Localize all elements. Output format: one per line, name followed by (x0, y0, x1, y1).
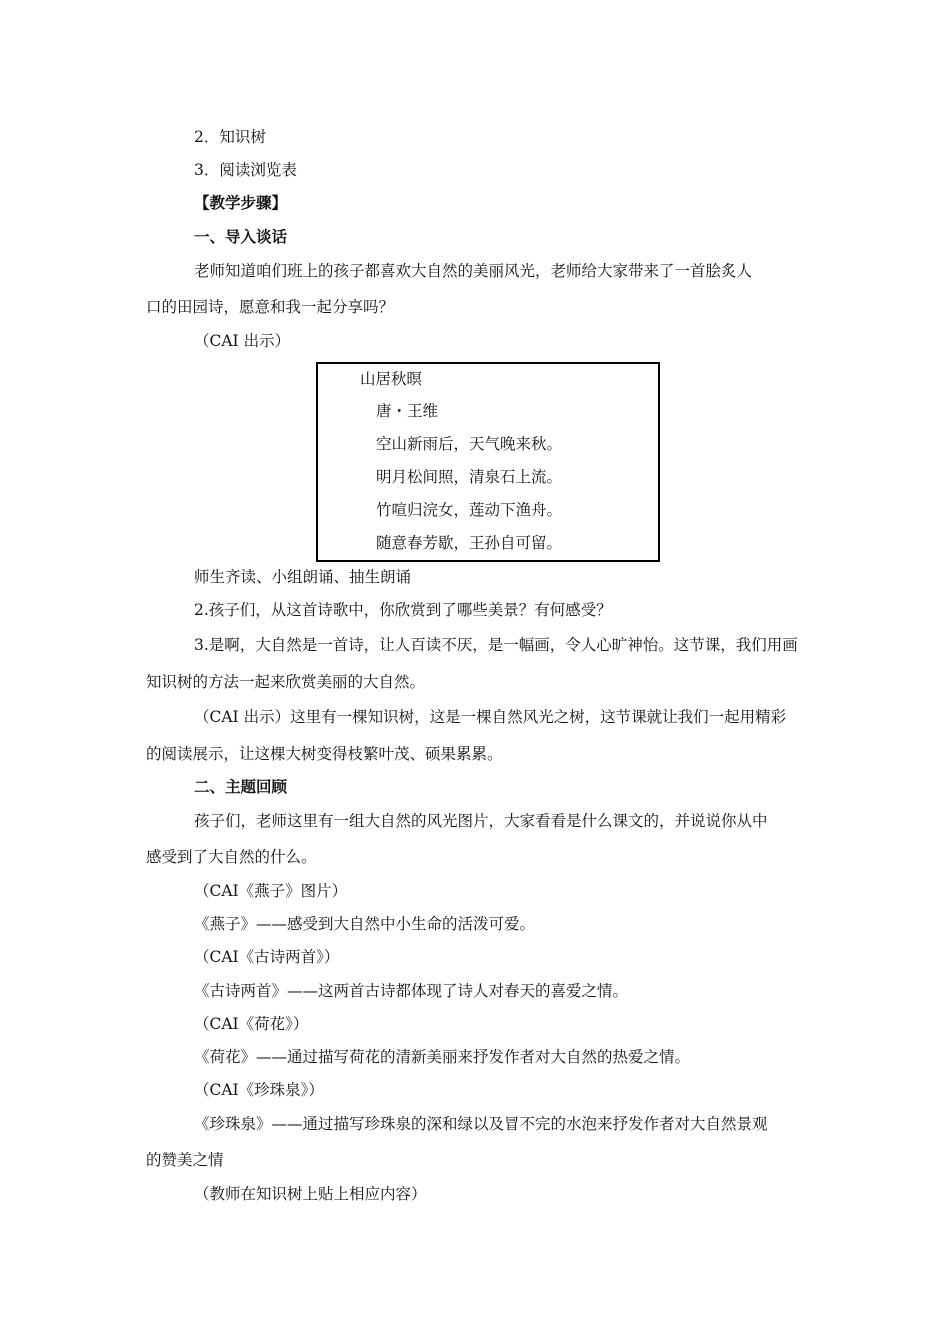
section-heading-theme-review: 二、主题回顾 (194, 777, 288, 796)
poem-line: 明月松间照，清泉石上流。 (376, 468, 563, 486)
teacher-note: （教师在知识树上贴上相应内容） (194, 1185, 427, 1203)
poem-line: 竹喧归浣女，莲动下渔舟。 (376, 501, 563, 519)
cai-note: （CAI 出示） (194, 332, 291, 350)
poem-title: 山居秋暝 (360, 370, 423, 388)
cai-note: （CAI《燕子》图片） (194, 882, 348, 900)
poem-line: 空山新雨后，天气晚来秋。 (376, 435, 563, 453)
paragraph-line: 师生齐读、小组朗诵、抽生朗诵 (194, 568, 412, 586)
cai-note: （CAI《荷花》） (194, 1015, 309, 1033)
paragraph-line: 《燕子》——感受到大自然中小生命的活泼可爱。 (194, 915, 536, 933)
paragraph-line: （CAI 出示）这里有一棵知识树，这是一棵自然风光之树，这节课就让我们一起用精彩 (194, 708, 787, 726)
paragraph-line: 3.是啊，大自然是一首诗，让人百读不厌，是一幅画，令人心旷神怡。这节课，我们用画 (194, 636, 798, 654)
paragraph-line: 感受到了大自然的什么。 (146, 848, 317, 866)
poem-line: 随意春芳歇，王孙自可留。 (376, 534, 563, 552)
cai-note: （CAI《古诗两首》） (194, 948, 340, 966)
paragraph-line: 《古诗两首》——这两首古诗都体现了诗人对春天的喜爱之情。 (194, 982, 629, 1000)
paragraph-line: 《荷花》——通过描写荷花的清新美丽来抒发作者对大自然的热爱之情。 (194, 1048, 691, 1066)
section-heading-teaching-steps: 【教学步骤】 (194, 193, 288, 212)
paragraph-line: 的赞美之情 (146, 1151, 224, 1169)
paragraph-line: 口的田园诗，愿意和我一起分享吗？ (146, 298, 395, 316)
section-heading-introduction: 一、导入谈话 (194, 227, 288, 246)
material-item-knowledge-tree: 2．知识树 (194, 128, 266, 146)
paragraph-line: 孩子们，老师这里有一组大自然的风光图片，大家看看是什么课文的，并说说你从中 (194, 812, 768, 830)
paragraph-line: 2.孩子们，从这首诗歌中，你欣赏到了哪些美景？有何感受？ (194, 601, 612, 619)
paragraph-line: 《珍珠泉》——通过描写珍珠泉的深和绿以及冒不完的水泡来抒发作者对大自然景观 (194, 1115, 768, 1133)
paragraph-line: 知识树的方法一起来欣赏美丽的大自然。 (146, 673, 426, 691)
material-item-reading-table: 3．阅读浏览表 (194, 161, 297, 179)
poem-box (316, 362, 660, 562)
paragraph-line: 老师知道咱们班上的孩子都喜欢大自然的美丽风光，老师给大家带来了一首脍炙人 (194, 262, 753, 280)
cai-note: （CAI《珍珠泉》） (194, 1081, 324, 1099)
paragraph-line: 的阅读展示，让这棵大树变得枝繁叶茂、硕果累累。 (146, 745, 503, 763)
poem-author: 唐・王维 (376, 402, 439, 420)
